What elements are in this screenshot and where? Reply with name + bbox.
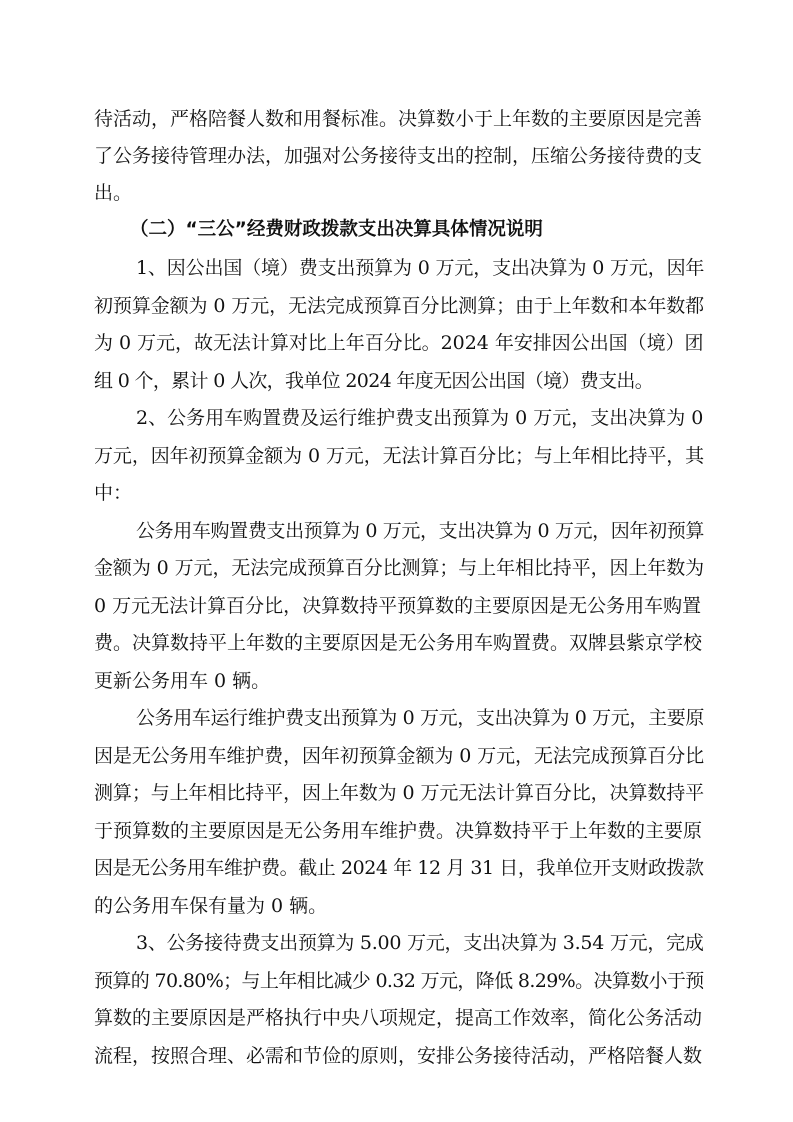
text-line: 算数的主要原因是严格执行中央八项规定，提高工作效率，简化公务活动	[94, 1007, 703, 1029]
text-line: 的公务用车保有量为 0 辆。	[94, 895, 328, 917]
text-line: 预算的 70.80%；与上年相比减少 0.32 万元，降低 8.29%。决算数小于预	[94, 970, 704, 992]
text-line: 出。	[94, 182, 133, 204]
text-line: 费。决算数持平上年数的主要原因是无公务用车购置费。双牌县紫京学校	[94, 632, 703, 654]
text-line: 流程，按照合理、必需和节俭的原则，安排公务接待活动，严格陪餐人数	[94, 1045, 703, 1067]
text-line: 为 0 万元，故无法计算对比上年百分比。2024 年安排因公出国（境）团	[94, 332, 704, 354]
text-line: 初预算金额为 0 万元，无法完成预算百分比测算；由于上年数和本年数都	[94, 295, 705, 317]
text-line: 因是无公务用车维护费，因年初预算金额为 0 万元，无法完成预算百分比	[94, 745, 705, 767]
text-line: 1、因公出国（境）费支出预算为 0 万元，支出决算为 0 万元，因年	[136, 257, 705, 279]
text-line: 了公务接待管理办法，加强对公务接待支出的控制，压缩公务接待费的支	[94, 145, 703, 167]
text-line: 0 万元无法计算百分比，决算数持平预算数的主要原因是无公务用车购置	[94, 595, 702, 617]
text-line: 更新公务用车 0 辆。	[94, 670, 271, 692]
text-line: 中：	[94, 482, 133, 504]
text-line: 3、公务接待费支出预算为 5.00 万元，支出决算为 3.54 万元，完成	[136, 932, 704, 954]
text-line: 于预算数的主要原因是无公务用车维护费。决算数持平于上年数的主要原	[94, 820, 703, 842]
section-heading: （二）“三公”经费财政拨款支出决算具体情况说明	[130, 219, 543, 240]
text-line: 因是无公务用车维护费。截止 2024 年 12 月 31 日，我单位开支财政拨款	[94, 857, 704, 879]
text-line: 测算；与上年相比持平，因上年数为 0 万元无法计算百分比，决算数持平	[94, 782, 705, 804]
text-line: 公务用车购置费支出预算为 0 万元，支出决算为 0 万元，因年初预算	[136, 520, 704, 542]
text-line: 公务用车运行维护费支出预算为 0 万元，支出决算为 0 万元，主要原	[136, 707, 704, 729]
text-line: 金额为 0 万元，无法完成预算百分比测算；与上年相比持平，因上年数为	[94, 557, 705, 579]
text-line: 2、公务用车购置费及运行维护费支出预算为 0 万元，支出决算为 0	[136, 407, 704, 429]
text-line: 万元，因年初预算金额为 0 万元，无法计算百分比；与上年相比持平，其	[94, 445, 705, 467]
text-line: 组 0 个，累计 0 人次，我单位 2024 年度无因公出国（境）费支出。	[94, 370, 654, 392]
text-line: 待活动，严格陪餐人数和用餐标准。决算数小于上年数的主要原因是完善	[94, 108, 703, 130]
